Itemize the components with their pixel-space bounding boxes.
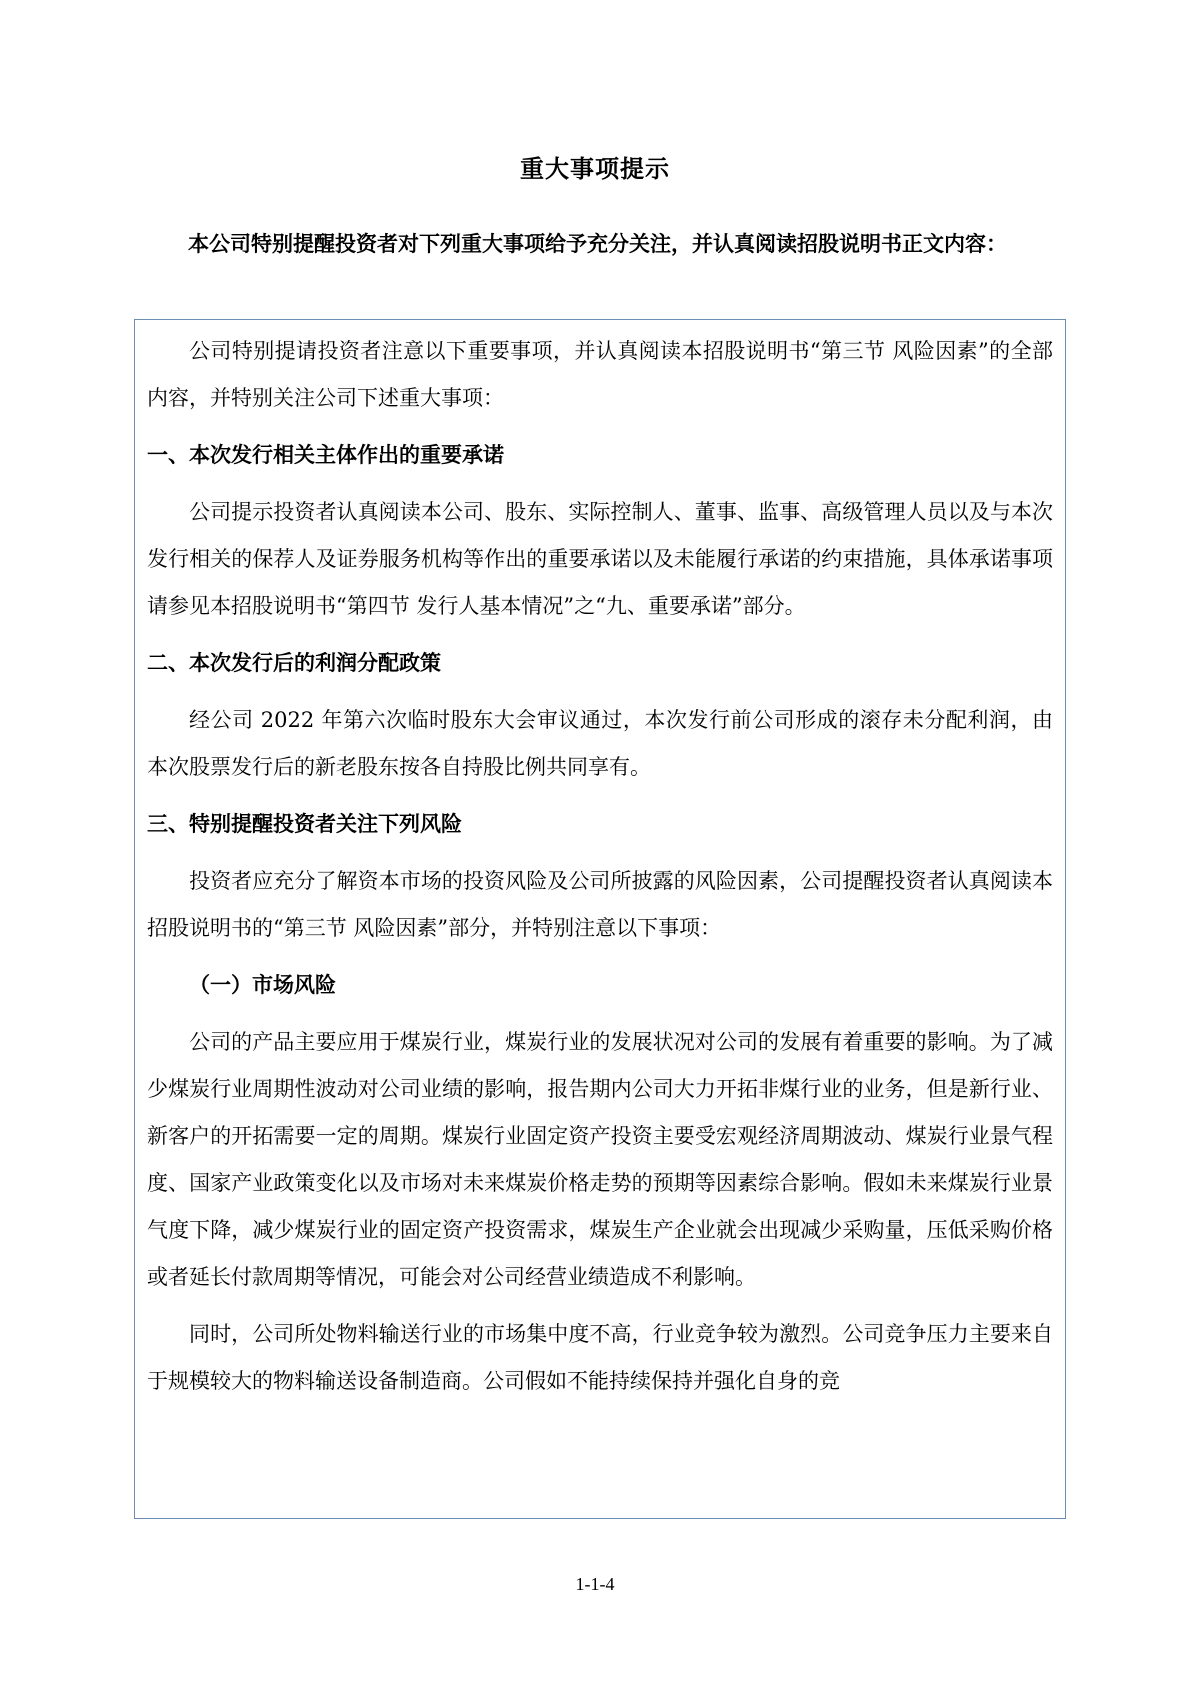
market-risk-paragraph-1: 公司的产品主要应用于煤炭行业，煤炭行业的发展状况对公司的发展有着重要的影响。为了减少煤炭行业周期性波动对公司业绩的影响，报告期内公司大力开拓非煤行业的业务，但是新行业、新客户的开拓需要一定的周期。煤炭行业固定资产投资主要受宏观经济周期波动、煤炭行业景气程度、国家产业政策变化以及市场对未来煤炭价格走势的预期等因素综合影响。假如未来煤炭行业景气度下降，减少煤炭行业的固定资产投资需求，煤炭生产企业就会出现减少采购量，压低采购价格或者延长付款周期等情况，可能会对公司经营业绩造成不利影响。 [147,1030,1053,1289]
section-3-paragraph: 投资者应充分了解资本市场的投资风险及公司所披露的风险因素，公司提醒投资者认真阅读本招股说明书的“第三节 风险因素”部分，并特别注意以下事项： [147,869,1053,940]
subsection-market-risk-heading: （一）市场风险 [189,973,336,997]
section-2-paragraph: 经公司 2022 年第六次临时股东大会审议通过，本次发行前公司形成的滚存未分配利润，由本次股票发行后的新老股东按各自持股比例共同享有。 [147,708,1053,779]
section-2-heading: 二、本次发行后的利润分配政策 [147,651,441,675]
section-1-heading: 一、本次发行相关主体作出的重要承诺 [147,443,504,467]
section-1-paragraph: 公司提示投资者认真阅读本公司、股东、实际控制人、董事、监事、高级管理人员以及与本次发行相关的保荐人及证券服务机构等作出的重要承诺以及未能履行承诺的约束措施，具体承诺事项请参见本招股说明书“第四节 发行人基本情况”之“九、重要承诺”部分。 [147,500,1053,618]
page-number: 1-1-4 [575,1574,615,1594]
market-risk-paragraph-2: 同时，公司所处物料输送行业的市场集中度不高，行业竞争较为激烈。公司竞争压力主要来自于规模较大的物料输送设备制造商。公司假如不能持续保持并强化自身的竞 [147,1322,1053,1393]
lead-paragraph: 公司特别提请投资者注意以下重要事项，并认真阅读本招股说明书“第三节 风险因素”的全部内容，并特别关注公司下述重大事项： [147,339,1053,410]
intro-paragraph: 本公司特别提醒投资者对下列重大事项给予充分关注，并认真阅读招股说明书正文内容： [188,232,1007,256]
page-title: 重大事项提示 [520,155,670,183]
notice-box [134,319,1066,1519]
section-3-heading: 三、特别提醒投资者关注下列风险 [147,812,462,836]
